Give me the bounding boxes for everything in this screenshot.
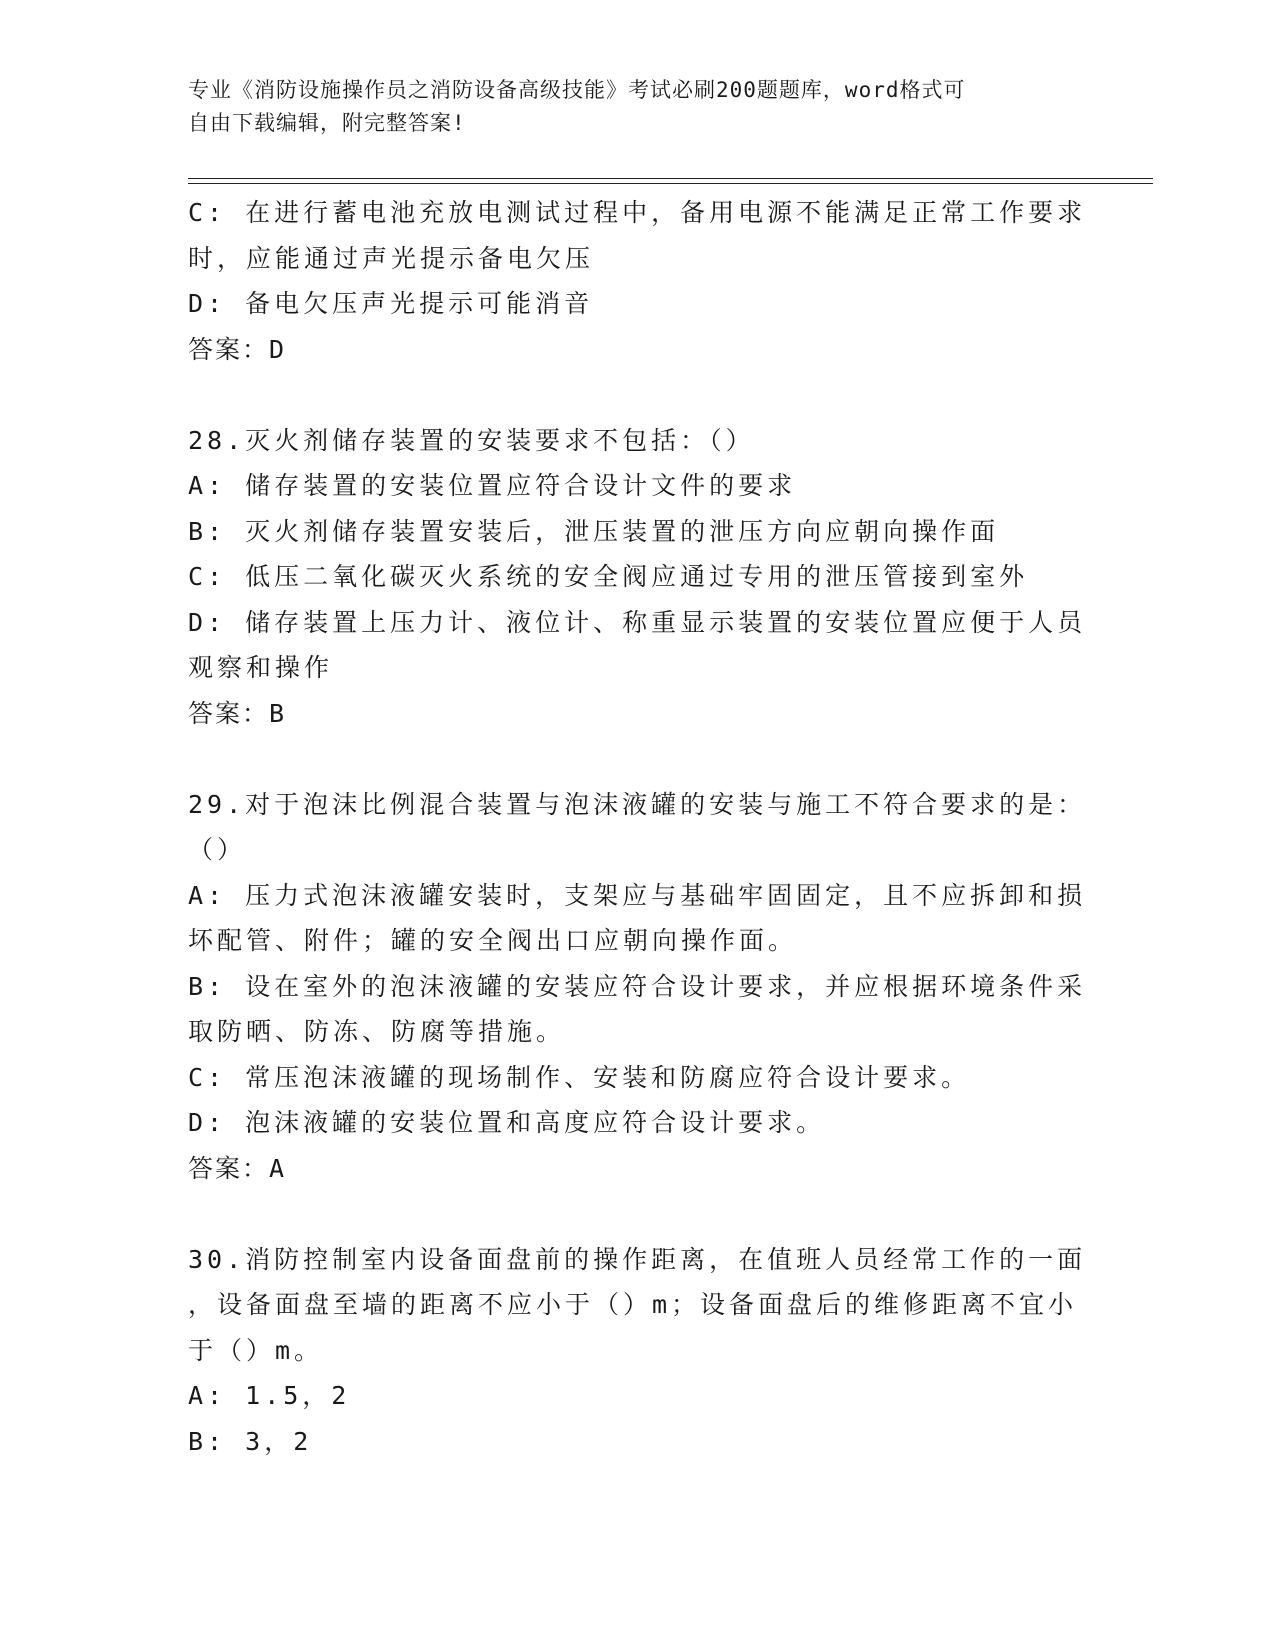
q29-stem-line-2: （） — [188, 835, 247, 864]
q27-answer: 答案：D — [188, 334, 287, 364]
q28-option-d-line-2: 观察和操作 — [188, 653, 334, 682]
q30-stem-line-3: 于（）m。 — [188, 1335, 324, 1365]
q29-option-b-line-2: 取防晒、防冻、防腐等措施。 — [188, 1017, 566, 1046]
q29-option-b-line-1: B: 设在室外的泡沫液罐的安装应符合设计要求，并应根据环境条件采 — [188, 971, 1087, 1001]
q30-stem-line-1: 30.消防控制室内设备面盘前的操作距离，在值班人员经常工作的一面 — [188, 1244, 1087, 1274]
spacer — [188, 372, 1078, 418]
q28-option-c: C: 低压二氧化碳灭火系统的安全阀应通过专用的泄压管接到室外 — [188, 562, 1029, 591]
header-line-1: 专业《消防设施操作员之消防设备高级技能》考试必刷200题题库，word格式可 — [188, 78, 966, 102]
q28-option-b: B: 灭火剂储存装置安装后，泄压装置的泄压方向应朝向操作面 — [188, 516, 1000, 546]
header-divider-top — [188, 178, 1153, 179]
q30-option-a: A: 1.5，2 — [188, 1381, 351, 1410]
q30-stem-line-2: ，设备面盘至墙的距离不应小于（）m；设备面盘后的维修距离不宜小 — [188, 1290, 1078, 1319]
spacer — [188, 1191, 1078, 1237]
q29-option-c: C: 常压泡沫液罐的现场制作、安装和防腐应符合设计要求。 — [188, 1062, 971, 1092]
q28-option-d-line-1: D: 储存装置上压力计、液位计、称重显示装置的安装位置应便于人员 — [188, 607, 1087, 637]
q28-stem: 28.灭火剂储存装置的安装要求不包括：（） — [188, 425, 755, 455]
spacer — [188, 736, 1078, 782]
q29-option-d: D: 泡沫液罐的安装位置和高度应符合设计要求。 — [188, 1108, 826, 1137]
q30-option-b: B: 3，2 — [188, 1426, 313, 1456]
header-line-2: 自由下载编辑，附完整答案! — [188, 111, 466, 135]
q29-stem-line-1: 29.对于泡沫比例混合装置与泡沫液罐的安装与施工不符合要求的是： — [188, 789, 1087, 819]
question-content — [188, 190, 1087, 1464]
q27-option-c-line-1: C: 在进行蓄电池充放电测试过程中，备用电源不能满足正常工作要求 — [188, 198, 1087, 227]
q28-answer: 答案：B — [188, 698, 287, 728]
q29-option-a-line-1: A: 压力式泡沫液罐安装时，支架应与基础牢固固定，且不应拆卸和损 — [188, 880, 1087, 910]
q28-option-a: A: 储存装置的安装位置应符合设计文件的要求 — [188, 471, 797, 500]
q27-option-d: D: 备电欠压声光提示可能消音 — [188, 289, 594, 318]
header-divider-bottom — [188, 183, 1153, 184]
document-header — [188, 74, 1068, 140]
q27-option-c-line-2: 时，应能通过声光提示备电欠压 — [188, 243, 595, 273]
q29-option-a-line-2: 坏配管、附件；罐的安全阀出口应朝向操作面。 — [188, 926, 798, 955]
q29-answer: 答案：A — [188, 1153, 287, 1183]
